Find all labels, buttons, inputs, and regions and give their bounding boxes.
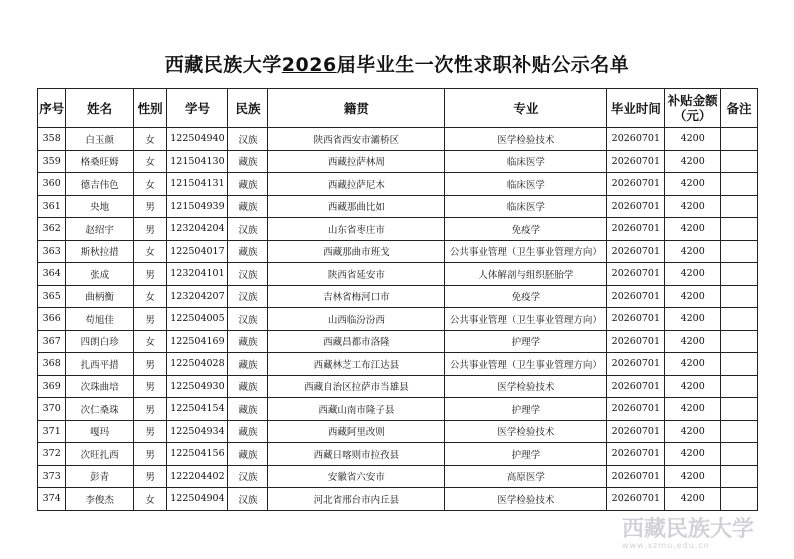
cell-remarks	[721, 173, 758, 196]
cell-major: 医学检验技术	[445, 375, 607, 398]
cell-student-id: 123204207	[167, 285, 228, 308]
cell-student-id: 123204204	[167, 218, 228, 241]
cell-gender: 男	[133, 353, 167, 376]
title-year: 2026	[281, 54, 337, 76]
cell-name: 央地	[66, 195, 133, 218]
cell-subsidy-amount: 4200	[665, 263, 721, 286]
cell-subsidy-amount: 4200	[665, 375, 721, 398]
cell-graduation-date: 20260701	[607, 173, 665, 196]
header-remarks: 备注	[721, 89, 758, 128]
cell-graduation-date: 20260701	[607, 420, 665, 443]
table-row	[38, 263, 758, 286]
cell-major: 临床医学	[445, 173, 607, 196]
cell-name: 斯秋拉措	[66, 240, 133, 263]
header-subsidy-amount: 补贴金额（元）	[665, 89, 721, 128]
header-gender: 性别	[133, 89, 167, 128]
cell-subsidy-amount: 4200	[665, 465, 721, 488]
cell-major: 人体解剖与组织胚胎学	[445, 263, 607, 286]
cell-ethnicity: 藏族	[228, 375, 268, 398]
cell-remarks	[721, 375, 758, 398]
cell-graduation-date: 20260701	[607, 375, 665, 398]
cell-ethnicity: 藏族	[228, 420, 268, 443]
cell-ethnicity: 藏族	[228, 173, 268, 196]
cell-gender: 男	[133, 195, 167, 218]
cell-native-place: 西藏林芝工布江达县	[268, 353, 445, 376]
cell-native-place: 山东省枣庄市	[268, 218, 445, 241]
cell-student-id: 122504017	[167, 240, 228, 263]
cell-gender: 男	[133, 443, 167, 466]
cell-student-id: 122504904	[167, 488, 228, 511]
cell-native-place: 西藏那曲比如	[268, 195, 445, 218]
table-row	[38, 398, 758, 421]
header-major: 专业	[445, 89, 607, 128]
cell-native-place: 西藏日喀则市拉孜县	[268, 443, 445, 466]
table-row	[38, 173, 758, 196]
cell-major: 公共事业管理（卫生事业管理方向）	[445, 308, 607, 331]
cell-ethnicity: 藏族	[228, 240, 268, 263]
cell-name: 格桑旺姆	[66, 150, 133, 173]
cell-name: 扎西平措	[66, 353, 133, 376]
cell-name: 苟旭佳	[66, 308, 133, 331]
cell-name: 嘎玛	[66, 420, 133, 443]
cell-graduation-date: 20260701	[607, 330, 665, 353]
cell-graduation-date: 20260701	[607, 308, 665, 331]
cell-ethnicity: 汉族	[228, 218, 268, 241]
watermark-text: 西藏民族大学	[622, 517, 755, 542]
cell-seq: 370	[38, 398, 66, 421]
cell-gender: 男	[133, 398, 167, 421]
cell-subsidy-amount: 4200	[665, 488, 721, 511]
cell-subsidy-amount: 4200	[665, 240, 721, 263]
cell-graduation-date: 20260701	[607, 195, 665, 218]
cell-remarks	[721, 443, 758, 466]
cell-major: 护理学	[445, 398, 607, 421]
cell-seq: 373	[38, 465, 66, 488]
cell-ethnicity: 汉族	[228, 308, 268, 331]
cell-major: 医学检验技术	[445, 488, 607, 511]
cell-seq: 366	[38, 308, 66, 331]
cell-gender: 女	[133, 330, 167, 353]
cell-gender: 男	[133, 263, 167, 286]
cell-graduation-date: 20260701	[607, 128, 665, 151]
table-body	[38, 128, 758, 511]
cell-name: 白玉颜	[66, 128, 133, 151]
cell-native-place: 安徽省六安市	[268, 465, 445, 488]
cell-ethnicity: 汉族	[228, 285, 268, 308]
cell-seq: 360	[38, 173, 66, 196]
cell-name: 次仁桑珠	[66, 398, 133, 421]
cell-seq: 363	[38, 240, 66, 263]
table-row	[38, 128, 758, 151]
cell-major: 高原医学	[445, 465, 607, 488]
cell-native-place: 吉林省梅河口市	[268, 285, 445, 308]
cell-name: 次旺扎西	[66, 443, 133, 466]
cell-remarks	[721, 195, 758, 218]
cell-graduation-date: 20260701	[607, 285, 665, 308]
cell-seq: 374	[38, 488, 66, 511]
cell-student-id: 122504028	[167, 353, 228, 376]
cell-native-place: 山西临汾汾西	[268, 308, 445, 331]
cell-subsidy-amount: 4200	[665, 330, 721, 353]
table-row	[38, 150, 758, 173]
cell-major: 免疫学	[445, 218, 607, 241]
cell-ethnicity: 藏族	[228, 150, 268, 173]
cell-remarks	[721, 150, 758, 173]
cell-gender: 女	[133, 285, 167, 308]
cell-graduation-date: 20260701	[607, 150, 665, 173]
subsidy-table	[37, 88, 758, 511]
cell-subsidy-amount: 4200	[665, 353, 721, 376]
header-name: 姓名	[66, 89, 133, 128]
cell-seq: 367	[38, 330, 66, 353]
cell-subsidy-amount: 4200	[665, 195, 721, 218]
cell-seq: 362	[38, 218, 66, 241]
cell-remarks	[721, 465, 758, 488]
cell-remarks	[721, 420, 758, 443]
cell-major: 护理学	[445, 443, 607, 466]
cell-remarks	[721, 308, 758, 331]
cell-major: 公共事业管理（卫生事业管理方向）	[445, 240, 607, 263]
cell-student-id: 122504169	[167, 330, 228, 353]
cell-remarks	[721, 218, 758, 241]
cell-major: 医学检验技术	[445, 128, 607, 151]
cell-native-place: 西藏自治区拉萨市当雄县	[268, 375, 445, 398]
cell-subsidy-amount: 4200	[665, 443, 721, 466]
cell-native-place: 西藏山南市隆子县	[268, 398, 445, 421]
cell-subsidy-amount: 4200	[665, 308, 721, 331]
cell-graduation-date: 20260701	[607, 398, 665, 421]
header-ethnicity: 民族	[228, 89, 268, 128]
cell-subsidy-amount: 4200	[665, 173, 721, 196]
cell-graduation-date: 20260701	[607, 240, 665, 263]
table-row	[38, 195, 758, 218]
cell-subsidy-amount: 4200	[665, 398, 721, 421]
cell-ethnicity: 汉族	[228, 128, 268, 151]
cell-remarks	[721, 398, 758, 421]
cell-remarks	[721, 128, 758, 151]
cell-native-place: 西藏那曲市班戈	[268, 240, 445, 263]
cell-ethnicity: 藏族	[228, 195, 268, 218]
cell-student-id: 122504934	[167, 420, 228, 443]
header-seq: 序号	[38, 89, 66, 128]
cell-student-id: 122204402	[167, 465, 228, 488]
cell-name: 张成	[66, 263, 133, 286]
cell-name: 德吉伟色	[66, 173, 133, 196]
cell-subsidy-amount: 4200	[665, 420, 721, 443]
cell-gender: 男	[133, 218, 167, 241]
cell-graduation-date: 20260701	[607, 443, 665, 466]
cell-name: 李俊杰	[66, 488, 133, 511]
cell-subsidy-amount: 4200	[665, 150, 721, 173]
watermark-logo	[622, 512, 792, 552]
table-row	[38, 375, 758, 398]
cell-graduation-date: 20260701	[607, 465, 665, 488]
cell-remarks	[721, 330, 758, 353]
cell-gender: 男	[133, 308, 167, 331]
cell-name: 彭青	[66, 465, 133, 488]
cell-student-id: 122504154	[167, 398, 228, 421]
cell-seq: 359	[38, 150, 66, 173]
cell-native-place: 陕西省延安市	[268, 263, 445, 286]
cell-gender: 女	[133, 488, 167, 511]
cell-student-id: 122504005	[167, 308, 228, 331]
header-student-id: 学号	[167, 89, 228, 128]
cell-graduation-date: 20260701	[607, 218, 665, 241]
table-row	[38, 443, 758, 466]
cell-graduation-date: 20260701	[607, 488, 665, 511]
table-row	[38, 218, 758, 241]
table-row	[38, 465, 758, 488]
cell-native-place: 西藏拉萨尼木	[268, 173, 445, 196]
cell-gender: 男	[133, 375, 167, 398]
cell-student-id: 123204101	[167, 263, 228, 286]
cell-gender: 男	[133, 465, 167, 488]
cell-native-place: 西藏阿里改则	[268, 420, 445, 443]
cell-subsidy-amount: 4200	[665, 128, 721, 151]
cell-seq: 369	[38, 375, 66, 398]
cell-name: 赵绍宇	[66, 218, 133, 241]
cell-subsidy-amount: 4200	[665, 285, 721, 308]
cell-major: 免疫学	[445, 285, 607, 308]
cell-ethnicity: 汉族	[228, 263, 268, 286]
header-graduation-date: 毕业时间	[607, 89, 665, 128]
cell-gender: 女	[133, 150, 167, 173]
cell-seq: 368	[38, 353, 66, 376]
table-row	[38, 330, 758, 353]
cell-major: 临床医学	[445, 195, 607, 218]
cell-ethnicity: 藏族	[228, 330, 268, 353]
cell-seq: 372	[38, 443, 66, 466]
table-row	[38, 285, 758, 308]
watermark-url: www.xzmu.edu.cn	[622, 541, 710, 550]
cell-major: 临床医学	[445, 150, 607, 173]
cell-graduation-date: 20260701	[607, 263, 665, 286]
cell-student-id: 121504130	[167, 150, 228, 173]
cell-name: 次珠曲培	[66, 375, 133, 398]
table-row	[38, 308, 758, 331]
cell-remarks	[721, 353, 758, 376]
cell-remarks	[721, 263, 758, 286]
cell-student-id: 122504156	[167, 443, 228, 466]
cell-remarks	[721, 285, 758, 308]
cell-remarks	[721, 240, 758, 263]
cell-ethnicity: 藏族	[228, 353, 268, 376]
cell-remarks	[721, 488, 758, 511]
cell-gender: 女	[133, 128, 167, 151]
cell-student-id: 121504131	[167, 173, 228, 196]
cell-native-place: 西藏昌都市洛隆	[268, 330, 445, 353]
cell-gender: 女	[133, 240, 167, 263]
table-row	[38, 353, 758, 376]
cell-seq: 361	[38, 195, 66, 218]
cell-ethnicity: 汉族	[228, 488, 268, 511]
cell-ethnicity: 藏族	[228, 398, 268, 421]
title-prefix: 西藏民族大学	[164, 54, 282, 76]
cell-seq: 364	[38, 263, 66, 286]
cell-gender: 男	[133, 420, 167, 443]
cell-ethnicity: 藏族	[228, 443, 268, 466]
cell-major: 公共事业管理（卫生事业管理方向）	[445, 353, 607, 376]
cell-seq: 358	[38, 128, 66, 151]
table-row	[38, 240, 758, 263]
cell-major: 护理学	[445, 330, 607, 353]
cell-graduation-date: 20260701	[607, 353, 665, 376]
cell-seq: 371	[38, 420, 66, 443]
cell-native-place: 河北省邢台市内丘县	[268, 488, 445, 511]
cell-name: 曲柄衡	[66, 285, 133, 308]
header-native-place: 籍贯	[268, 89, 445, 128]
cell-subsidy-amount: 4200	[665, 218, 721, 241]
cell-student-id: 122504940	[167, 128, 228, 151]
cell-seq: 365	[38, 285, 66, 308]
cell-native-place: 西藏拉萨林周	[268, 150, 445, 173]
table-header-row	[38, 89, 758, 128]
table-row	[38, 420, 758, 443]
cell-gender: 女	[133, 173, 167, 196]
page-title	[0, 50, 794, 77]
table-row	[38, 488, 758, 511]
cell-native-place: 陕西省西安市灞桥区	[268, 128, 445, 151]
cell-student-id: 121504939	[167, 195, 228, 218]
title-suffix: 届毕业生一次性求职补贴公示名单	[336, 54, 630, 76]
cell-major: 医学检验技术	[445, 420, 607, 443]
cell-student-id: 122504930	[167, 375, 228, 398]
cell-ethnicity: 汉族	[228, 465, 268, 488]
cell-name: 四朗白珍	[66, 330, 133, 353]
